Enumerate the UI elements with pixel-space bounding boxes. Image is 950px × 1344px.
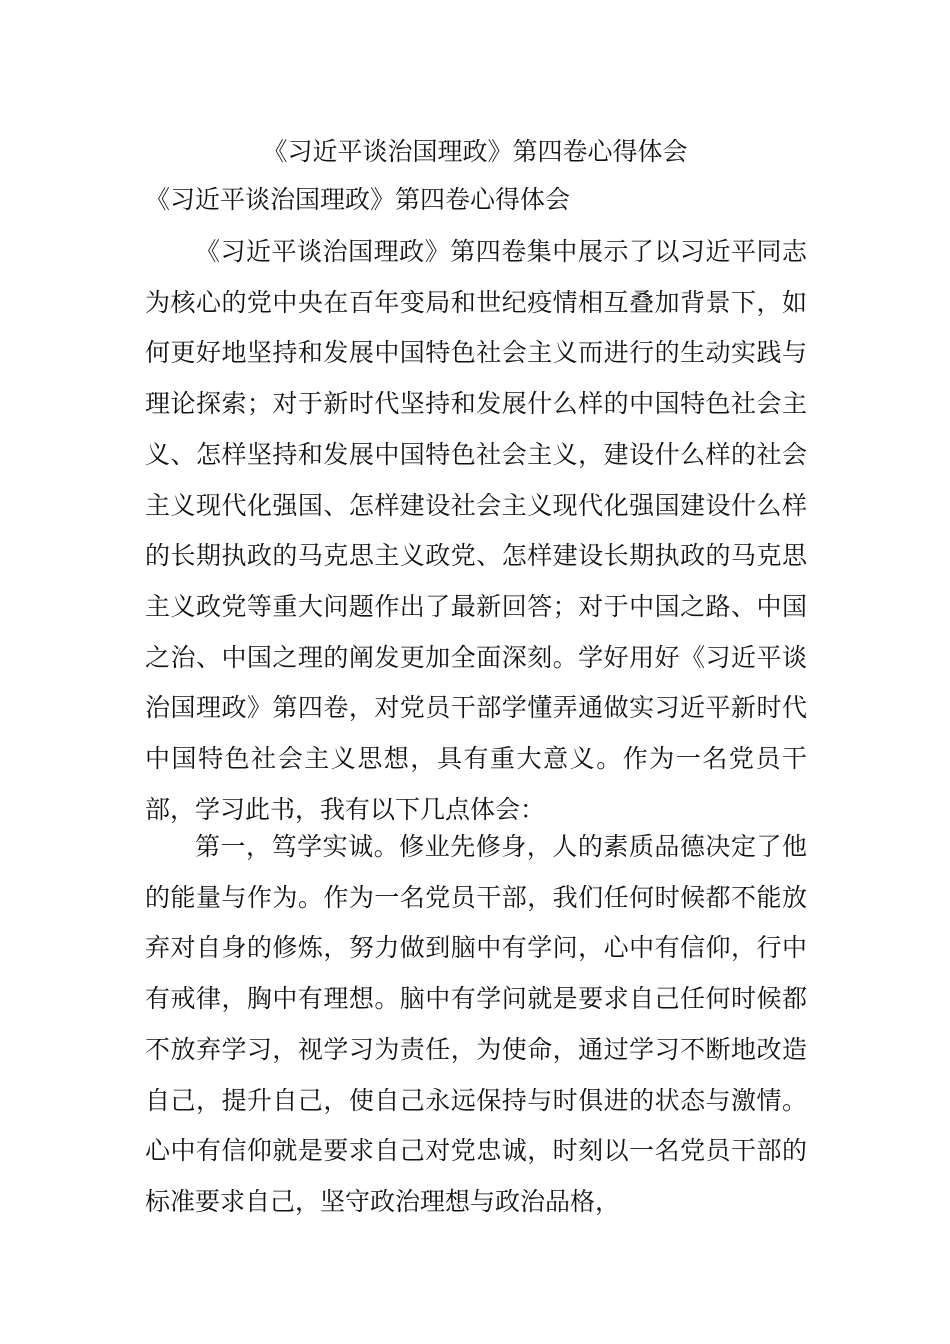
document-subtitle: 《习近平谈治国理政》第四卷心得体会 (145, 185, 571, 214)
body-paragraph: 《习近平谈治国理政》第四卷集中展示了以习近平同志为核心的党中央在百年变局和世纪疫情相互叠加背景下，如何更好地坚持和发展中国特色社会主义而进行的生动实践与理论探索；对于新时代坚持和发展什么样的中国特色社会主义、怎样坚持和发展中国特色社会主义，建设什么样的社会主义现代化强国、怎样建设社会主义现代化强国建设什么样的长期执政的马克思主义政党、怎样建设长期执政的马克思主义政党等重大问题作出了最新回答；对于中国之路、中国之治、中国之理的阐发更加全面深刻。学好用好《习近平谈治国理政》第四卷，对党员干部学懂弄通做实习近平新时代中国特色社会主义思想，具有重大意义。作为一名党员干部，学习此书，我有以下几点体会： (145, 237, 807, 824)
document-title: 《习近平谈治国理政》第四卷心得体会 (262, 137, 688, 166)
body-paragraph: 第一，笃学实诚。修业先修身，人的素质品德决定了他的能量与作为。作为一名党员干部，我们任何时候都不能放弃对自身的修炼，努力做到脑中有学问，心中有信仰，行中有戒律，胸中有理想。脑中有学问就是要求自己任何时候都不放弃学习，视学习为责任，为使命，通过学习不断地改造自己，提升自己，使自己永远保持与时俱进的状态与激情。心中有信仰就是要求自己对党忠诚，时刻以一名党员干部的标准要求自己，坚守政治理想与政治品格， (145, 832, 807, 1216)
